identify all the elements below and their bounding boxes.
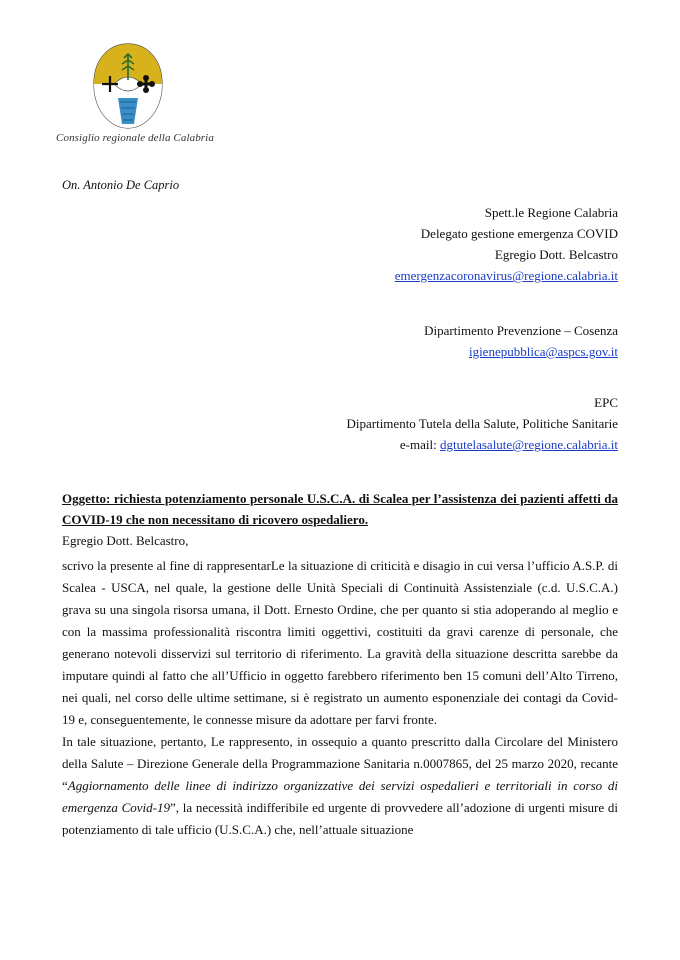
recipient-block-epc xyxy=(346,392,618,455)
epc-label: EPC xyxy=(594,395,618,410)
recipient-line: Spett.le Regione Calabria xyxy=(484,205,618,220)
letter-subject: Oggetto: richiesta potenziamento personale U.S.C.A. di Scalea per l’assistenza dei pazienti affetti da COVID-19 che non necessitano di ricovero ospedaliero. xyxy=(62,491,618,527)
paragraph-text: In tale situazione, pertanto, Le rappresento, in ossequio a quanto prescritto dalla Circolare del Ministero della Salute – Direzione Generale della Programmazione Sanitaria n.0007865, del 25 marzo 2020, recante “ xyxy=(62,734,618,793)
recipient-line: Egregio Dott. Belcastro xyxy=(494,247,618,262)
recipient-block-prevenzione xyxy=(424,320,618,362)
circular-title: Aggiornamento delle linee di indirizzo organizzative dei servizi ospedalieri e territoriali in corso di emergenza Covid-19 xyxy=(62,778,618,815)
email-link[interactable]: dgtutelasalute@regione.calabria.it xyxy=(439,437,618,452)
body-paragraph xyxy=(62,731,618,841)
body-paragraph: scrivo la presente al fine di rappresentarLe la situazione di criticità e disagio in cui versa l’ufficio A.S.P. di Scalea - USCA, nel quale, la gestione delle Unità Speciali di Continuità Assistenziale (c.d. U.S.C.A.) grava su una singola risorsa umana, il Dott. Ernesto Ordine, che per quanto si stia adoperando al meglio e con la massima professionalità riscontra limiti oggettivi, costituiti da gravi carenze di personale, che generano notevoli disservizi sul territorio di riferimento. La gravità della situazione descritta sarebbe da imputare quindi al fatto che all’Ufficio in oggetto farebbero riferimento ben 15 comuni dell’Alto Tirreno, nei quali, nel corso delle ultime settimane, si è registrato un aumento esponenziale dei contagi da Covid-19 e, conseguentemente, le connesse misure da adottare per farvi fronte. xyxy=(62,558,618,727)
recipient-line: Dipartimento Prevenzione – Cosenza xyxy=(424,323,618,338)
paragraph-text: ”, la necessità indifferibile ed urgente di provvedere all’adozione di urgenti misure di potenziamento di tale ufficio (U.S.C.A.) che, nell’attuale situazione xyxy=(62,800,618,837)
recipient-line: Dipartimento Tutela della Salute, Politiche Sanitarie xyxy=(346,416,618,431)
recipient-line: Delegato gestione emergenza COVID xyxy=(420,226,618,241)
email-link[interactable]: emergenzacoronavirus@regione.calabria.it xyxy=(394,268,618,283)
letter-body xyxy=(62,555,618,841)
council-name: Consiglio regionale della Calabria xyxy=(56,132,214,144)
calabria-council-logo xyxy=(88,40,168,132)
email-label: e-mail: xyxy=(399,437,437,452)
author-name: On. Antonio De Caprio xyxy=(62,178,180,192)
salutation: Egregio Dott. Belcastro, xyxy=(62,533,189,548)
recipient-block-regione xyxy=(395,202,618,286)
email-link[interactable]: igienepubblica@aspcs.gov.it xyxy=(468,344,618,359)
